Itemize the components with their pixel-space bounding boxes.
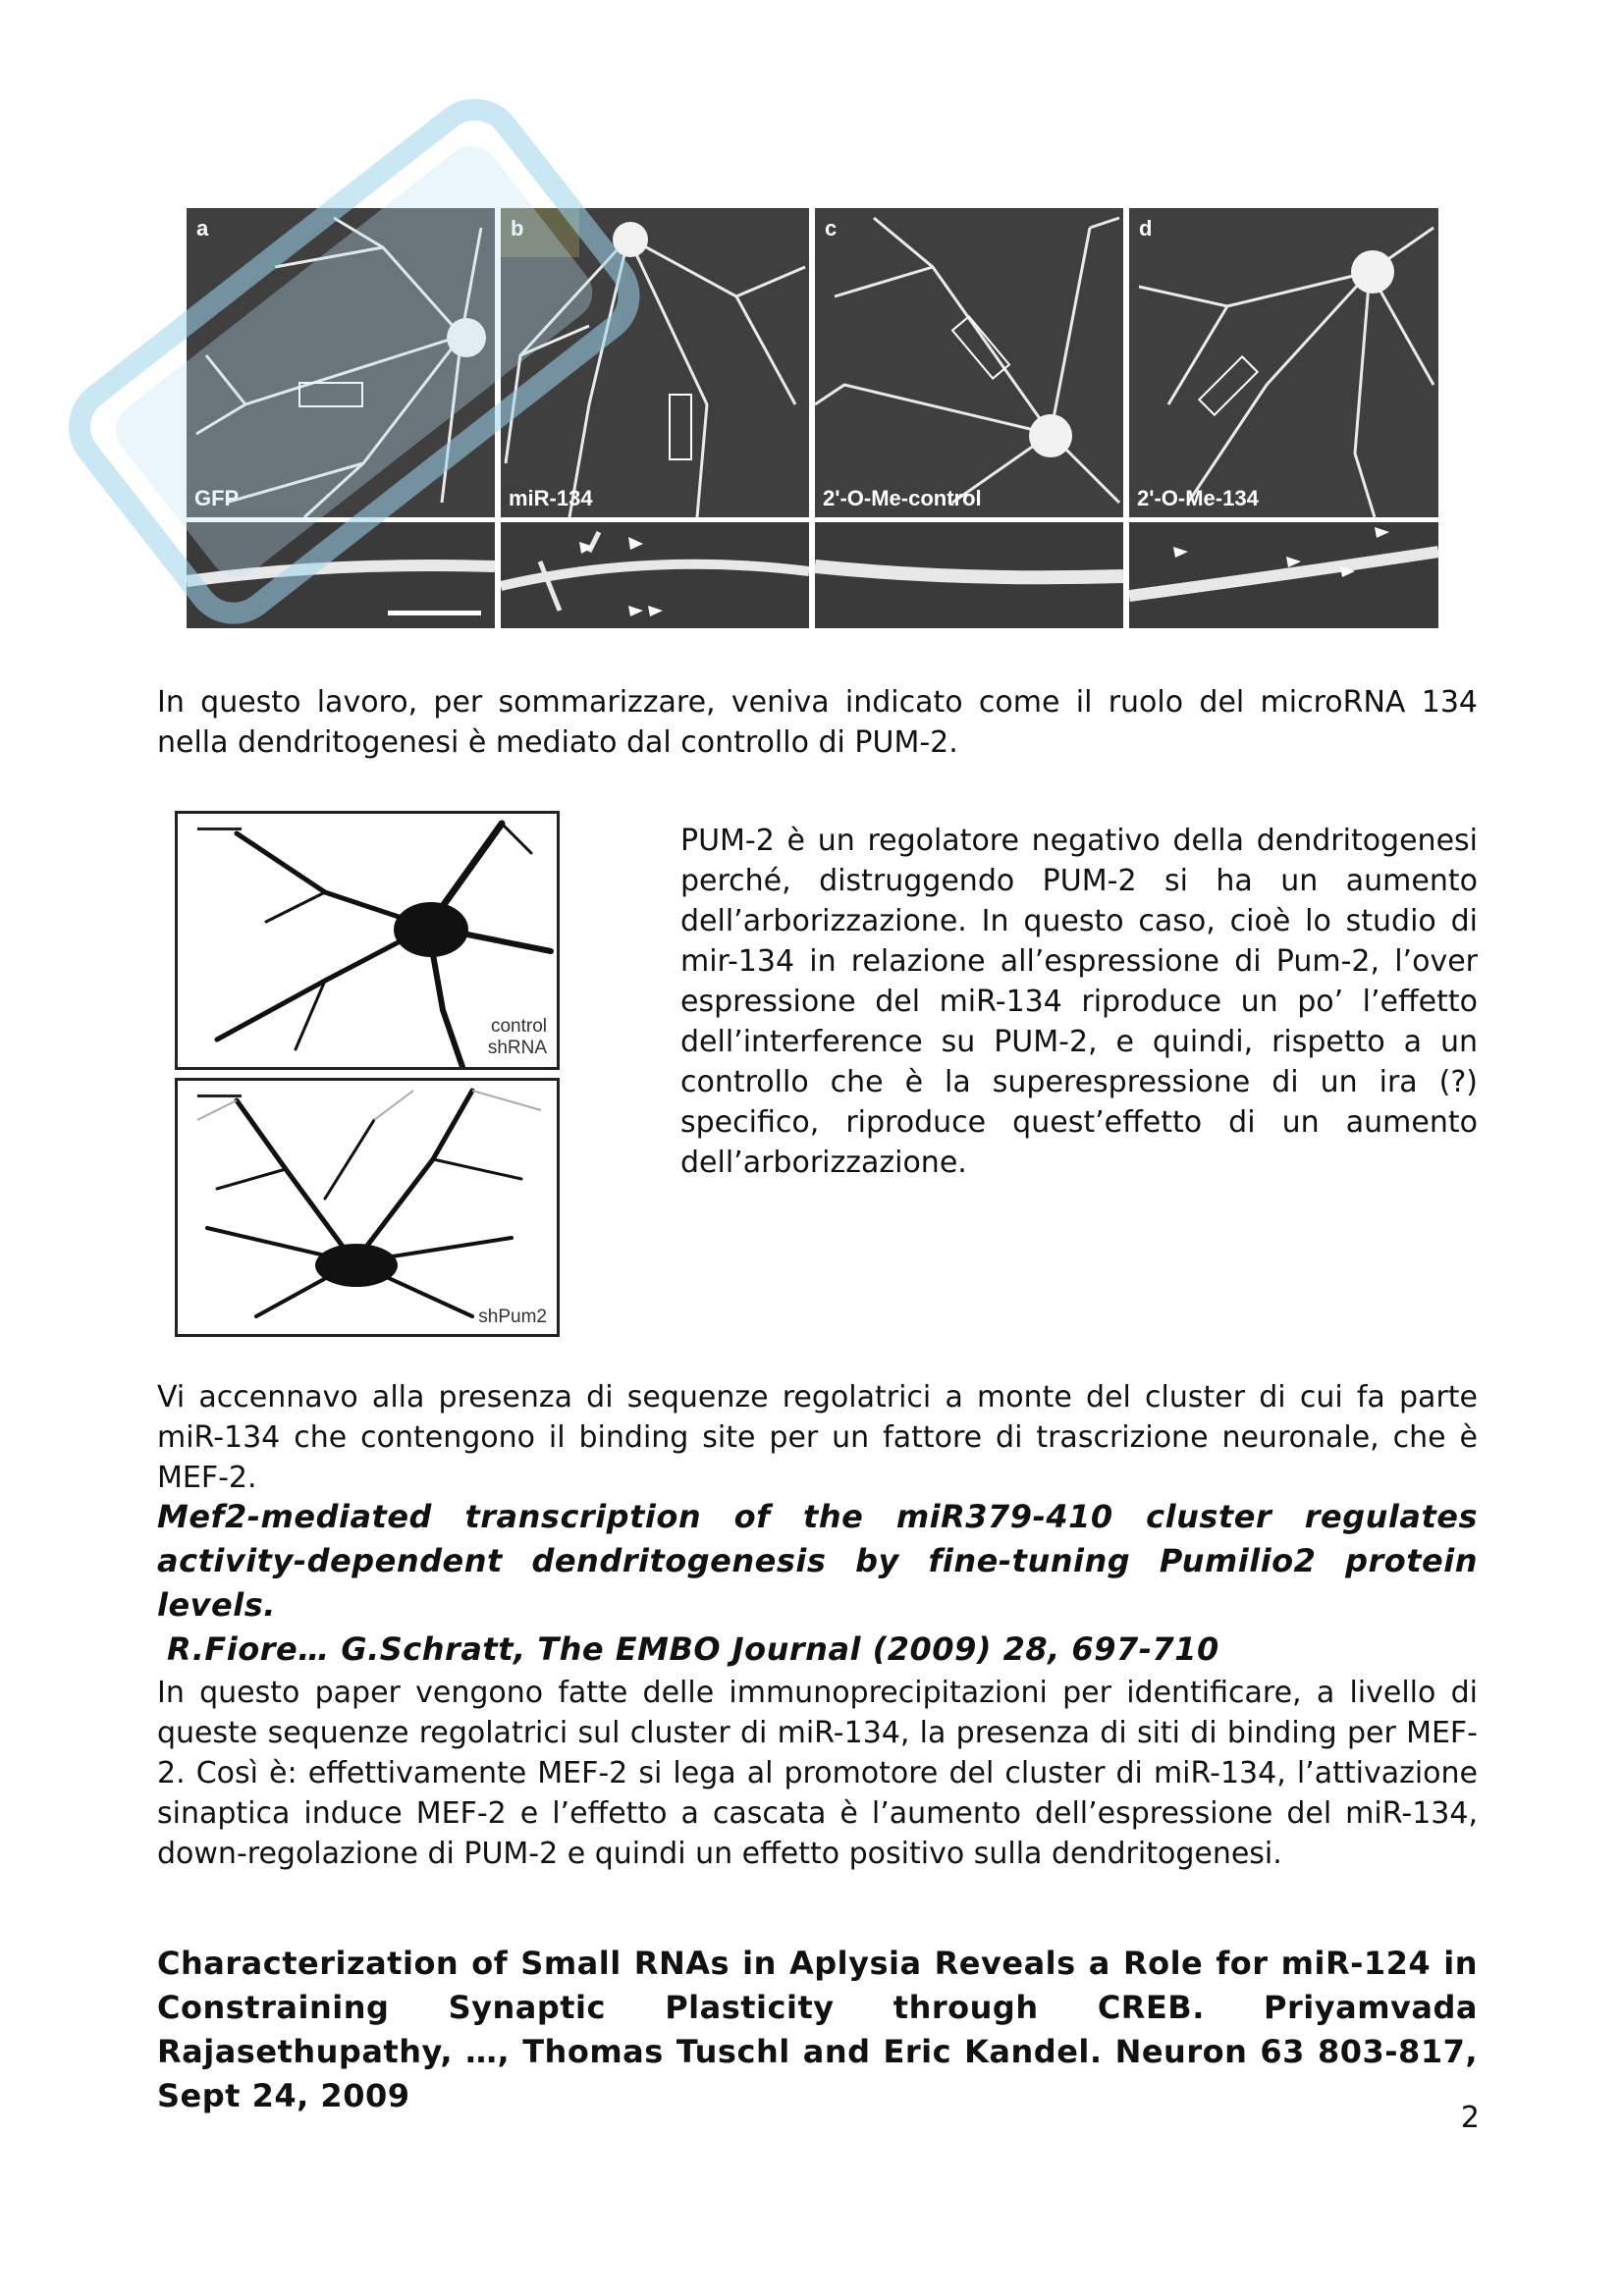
caption-line: control bbox=[490, 1016, 547, 1037]
paragraph-mef2: Vi accennavo alla presenza di sequenze regolatrici a monte del cluster di cui fa parte miR-134 che contengono il binding site per un fattore di trascrizione neuronale, che è MEF-2. bbox=[157, 1380, 1478, 1495]
paper-title-1: Mef2-mediated transcription of the miR379-410 cluster regulates activity-dependent dendritogenesis by fine-tuning Pumilio2 protein levels. bbox=[157, 1498, 1478, 1624]
panel-label: miR-134 bbox=[509, 486, 593, 510]
caption-control bbox=[488, 1016, 547, 1059]
paper-citation-1: R.Fiore… G.Schratt, The EMBO Journal (2009) 28, 697-710 bbox=[167, 1630, 1219, 1668]
neuron-image-a bbox=[187, 208, 495, 517]
paragraph-immunoprecipitation: In questo paper vengono fatte delle immunoprecipitazioni per identificare, a livello di queste sequenze regolatrici sul cluster di miR-134, la presenza di siti di binding per MEF-2. Così è: effettivamente MEF-2 si lega al promotore del cluster di miR-134, l’attivazione sinaptica induce MEF-2 e l’effetto a cascata è l’aumento dell’espressione del miR-134, down-regolazione di PUM-2 e quindi un effetto positivo sulla dendritogenesi. bbox=[157, 1676, 1478, 1871]
strip-d bbox=[1129, 522, 1438, 628]
caption-shpum2: shPum2 bbox=[478, 1307, 547, 1327]
panel-a bbox=[187, 208, 495, 517]
panel-label: GFP bbox=[194, 486, 240, 510]
strip-c bbox=[815, 522, 1123, 628]
caption-line: shRNA bbox=[487, 1038, 547, 1058]
paper-title-2: Characterization of Small RNAs in Aplysia Reveals a Role for miR-124 in Constraining Synaptic Plasticity through CREB. Priyamvada Rajasethupathy, …, Thomas Tuschl and Eric Kandel. Neuron 63 803-817, Sept 24, 2009 bbox=[157, 1945, 1478, 2114]
page-number: 2 bbox=[1460, 2101, 1480, 2135]
strip-a bbox=[187, 522, 495, 628]
panel-d bbox=[1129, 208, 1438, 517]
panel-b bbox=[501, 208, 809, 517]
panel-label: 2'-O-Me-control bbox=[823, 486, 982, 510]
panel-tag: d bbox=[1139, 216, 1153, 240]
panel-tag: c bbox=[825, 216, 838, 240]
panel-label: 2'-O-Me-134 bbox=[1137, 486, 1259, 510]
panel-c bbox=[815, 208, 1123, 517]
neuron-image-b bbox=[501, 208, 809, 517]
neuron-image-c bbox=[815, 208, 1123, 517]
figure-shpum2 bbox=[175, 1078, 560, 1337]
scale-bar bbox=[197, 1095, 242, 1097]
paragraph-summary: In questo lavoro, per sommarizzare, veniva indicato come il ruolo del microRNA 134 nella dendritogenesi è mediato dal controllo di PUM-2. bbox=[157, 685, 1478, 760]
paragraph-pum2: PUM-2 è un regolatore negativo della dendritogenesi perché, distruggendo PUM-2 si ha un aumento dell’arborizzazione. In questo caso, cioè lo studio di mir-134 in relazione all’espressione di Pum-2, l’over espressione del miR-134 riproduce un po’ l’effetto dell’interference su PUM-2, e quindi, rispetto a un controllo che è la superespressione di un ira (?) specifico, riproduce quest’effetto di un aumento dell’arborizzazione. bbox=[680, 824, 1478, 1180]
neuron-shpum2-image bbox=[178, 1081, 557, 1334]
strip-b bbox=[501, 522, 809, 628]
neuron-image-d bbox=[1129, 208, 1438, 517]
panel-tag: b bbox=[511, 216, 524, 240]
panel-tag: a bbox=[196, 216, 209, 240]
scale-bar bbox=[197, 828, 242, 830]
neuron-figure-panels bbox=[187, 208, 1438, 628]
figure-control-shrna bbox=[175, 811, 560, 1070]
